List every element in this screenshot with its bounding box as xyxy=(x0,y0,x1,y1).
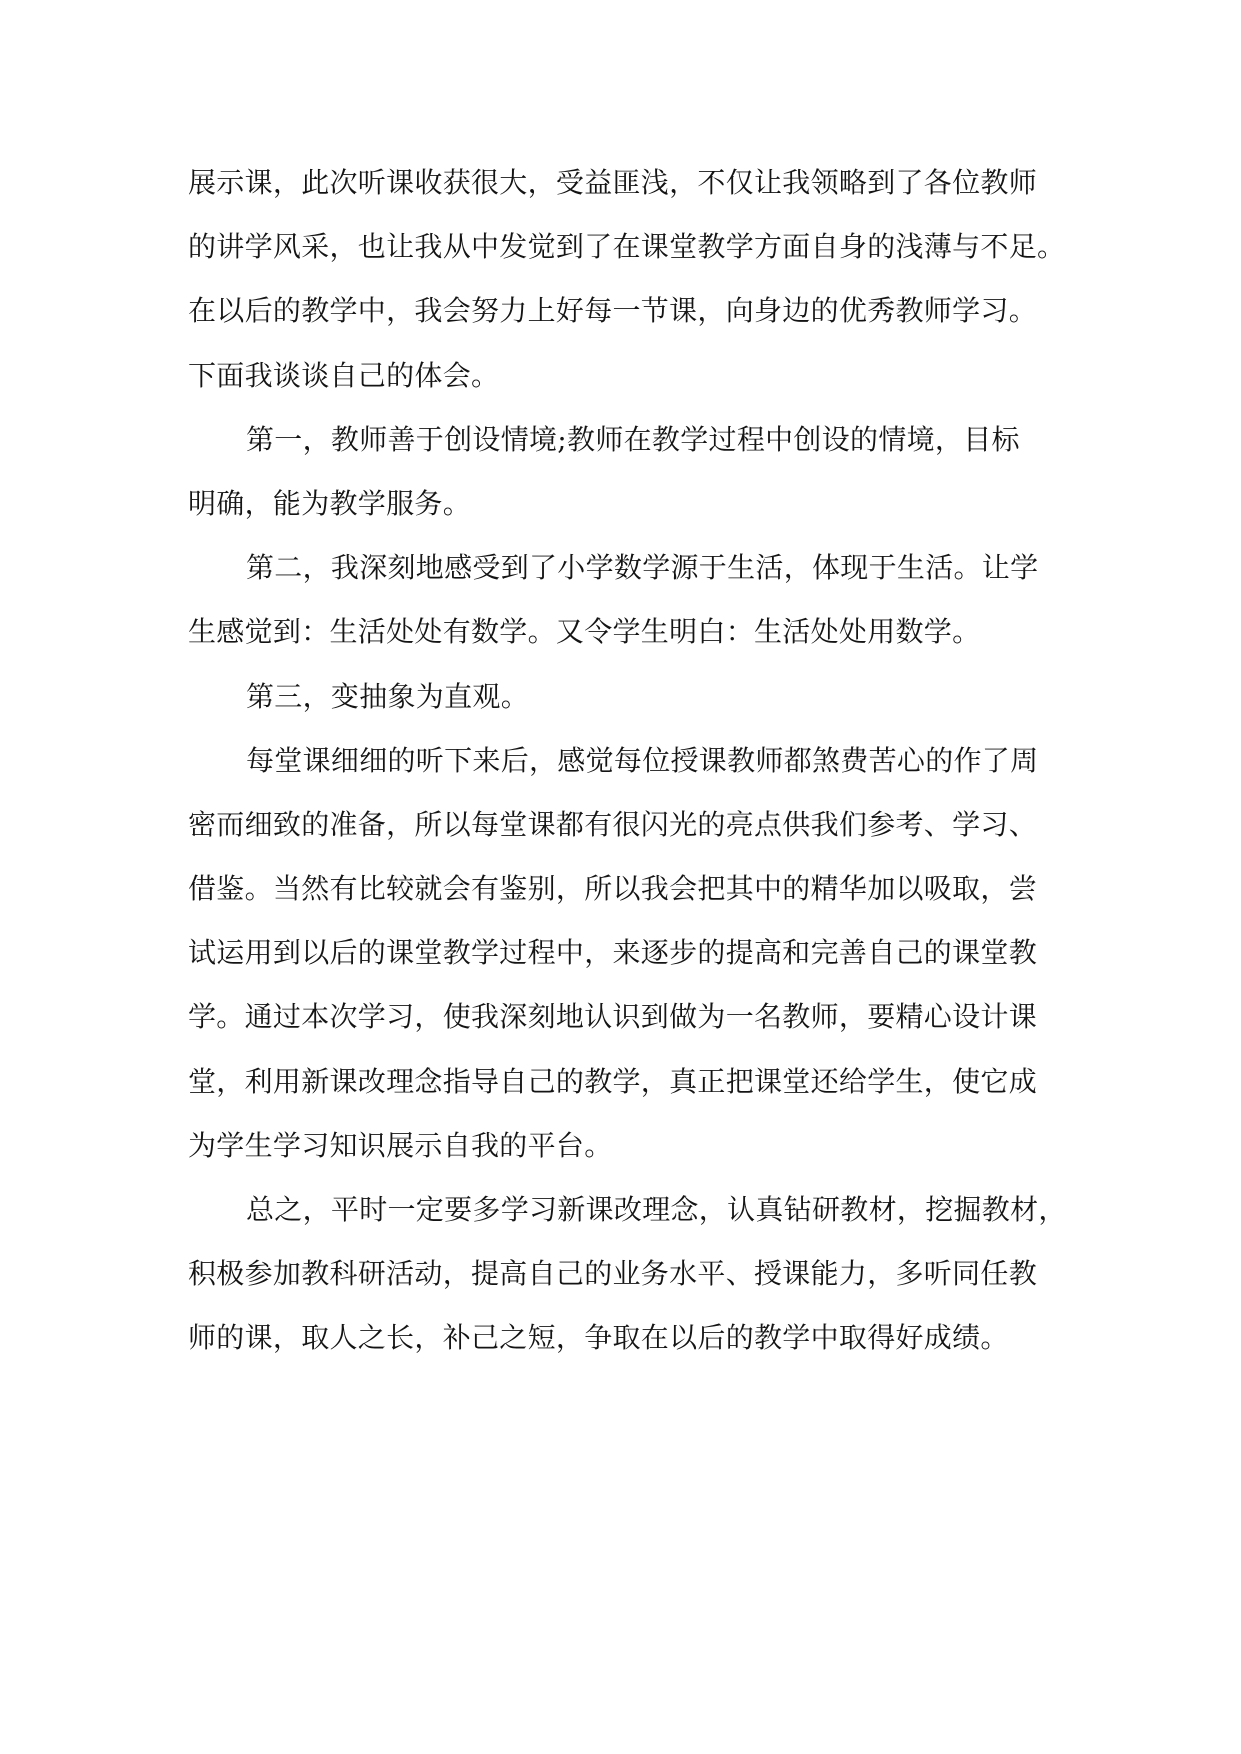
text-line: 下面我谈谈自己的体会。 xyxy=(188,358,500,392)
text-line: 生感觉到：生活处处有数学。又令学生明白：生活处处用数学。 xyxy=(188,615,981,649)
text-line: 堂，利用新课改理念指导自己的教学，真正把课堂还给学生，使它成 xyxy=(188,1064,1038,1098)
text-line: 总之，平时一定要多学习新课改理念，认真钻研教材，挖掘教材， xyxy=(246,1193,1067,1226)
text-line: 学。通过本次学习，使我深刻地认识到做为一名教师，要精心设计课 xyxy=(188,1000,1038,1034)
text-line: 师的课，取人之长，补己之短，争取在以后的教学中取得好成绩。 xyxy=(188,1321,1009,1355)
text-line: 第一，教师善于创设情境;教师在教学过程中创设的情境，目标 xyxy=(246,422,1020,456)
text-line: 第三，变抽象为直观。 xyxy=(246,679,530,713)
text-line: 借鉴。当然有比较就会有鉴别，所以我会把其中的精华加以吸取，尝 xyxy=(188,872,1038,906)
document-body xyxy=(188,165,1088,1385)
text-line: 在以后的教学中，我会努力上好每一节课，向身边的优秀教师学习。 xyxy=(188,294,1038,328)
text-line: 试运用到以后的课堂教学过程中，来逐步的提高和完善自己的课堂教 xyxy=(188,936,1038,970)
text-line: 积极参加教科研活动，提高自己的业务水平、授课能力，多听同任教 xyxy=(188,1257,1038,1291)
text-line: 密而细致的准备，所以每堂课都有很闪光的亮点供我们参考、学习、 xyxy=(188,807,1038,841)
text-line: 为学生学习知识展示自我的平台。 xyxy=(188,1128,613,1162)
text-line: 第二，我深刻地感受到了小学数学源于生活，体现于生活。让学 xyxy=(246,551,1039,585)
text-line: 展示课，此次听课收获很大，受益匪浅，不仅让我领略到了各位教师 xyxy=(188,166,1038,199)
text-line: 的讲学风采，也让我从中发觉到了在课堂教学方面自身的浅薄与不足。 xyxy=(188,230,1066,264)
text-line: 明确，能为教学服务。 xyxy=(188,486,472,520)
text-line: 每堂课细细的听下来后，感觉每位授课教师都煞费苦心的作了周 xyxy=(246,743,1039,777)
